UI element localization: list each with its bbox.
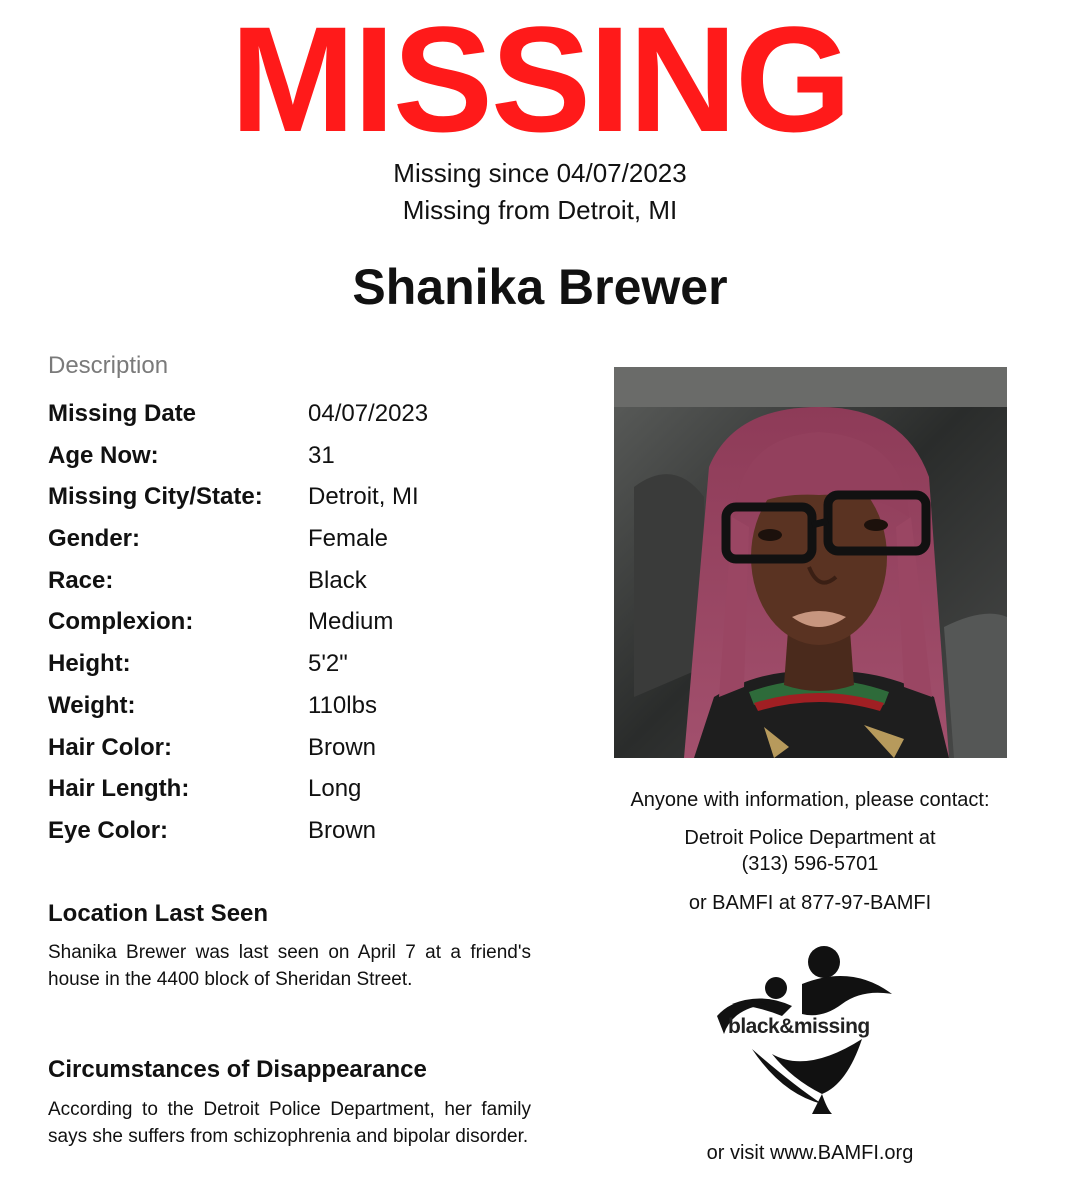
detail-label: Hair Color: [48, 733, 173, 761]
detail-value: Female [308, 525, 389, 553]
contact-dept-line1: Detroit Police Department at [684, 827, 936, 849]
detail-row-weight [48, 688, 568, 730]
location-last-seen-title: Location Last Seen [48, 900, 269, 927]
detail-row-gender [48, 521, 568, 563]
photo-illustration [614, 367, 1007, 758]
missing-from-text: Missing from Detroit, MI [402, 195, 678, 225]
detail-row-age [48, 438, 568, 480]
detail-value: Long [308, 775, 362, 803]
detail-row-eye-color [48, 813, 568, 855]
missing-person-photo [614, 367, 1007, 758]
detail-row-hair-length [48, 771, 568, 813]
detail-label: Weight: [48, 691, 136, 719]
detail-label: Missing City/State: [48, 483, 263, 511]
circumstances-title: Circumstances of Disappearance [48, 1056, 427, 1083]
missing-headline: MISSING [230, 0, 850, 163]
detail-row-race [48, 563, 568, 605]
detail-row-missing-date [48, 396, 568, 438]
detail-value: 31 [308, 441, 335, 469]
detail-value: 04/07/2023 [308, 400, 429, 427]
detail-row-complexion [48, 604, 568, 646]
contact-visit-line: or visit www.BAMFI.org [706, 1142, 914, 1164]
detail-value: Brown [308, 816, 377, 844]
contact-intro: Anyone with information, please contact: [630, 789, 990, 811]
detail-value: 110lbs [308, 691, 377, 719]
detail-value: Detroit, MI [308, 483, 419, 511]
detail-label: Height: [48, 650, 131, 678]
detail-value: 5'2" [308, 650, 348, 678]
detail-label: Complexion: [48, 608, 194, 636]
missing-since-text: Missing since 04/07/2023 [393, 158, 687, 188]
description-table [48, 396, 568, 855]
logo-text: black&missing [728, 1015, 870, 1038]
detail-label: Age Now: [48, 441, 159, 469]
detail-row-city-state [48, 479, 568, 521]
detail-label: Eye Color: [48, 816, 169, 844]
contact-dept-phone: (313) 596-5701 [741, 853, 879, 875]
detail-label: Gender: [48, 525, 141, 553]
detail-label: Missing Date [48, 400, 197, 427]
detail-label: Hair Length: [48, 775, 190, 803]
detail-value: Medium [308, 608, 394, 636]
detail-value: Black [308, 566, 367, 594]
description-heading: Description [48, 352, 169, 379]
contact-bamfi-line: or BAMFI at 877-97-BAMFI [688, 892, 932, 914]
location-last-seen-body: Shanika Brewer was last seen on April 7 at a friend's house in the 4400 block of Sheridan Street. [48, 942, 531, 990]
person-name: Shanika Brewer [352, 259, 728, 315]
circumstances-body: According to the Detroit Police Department, her family says she suffers from schizophrenia and bipolar disorder. [48, 1099, 531, 1147]
detail-row-height [48, 646, 568, 688]
detail-row-hair-color [48, 730, 568, 772]
detail-value: Brown [308, 733, 377, 761]
detail-label: Race: [48, 566, 114, 594]
